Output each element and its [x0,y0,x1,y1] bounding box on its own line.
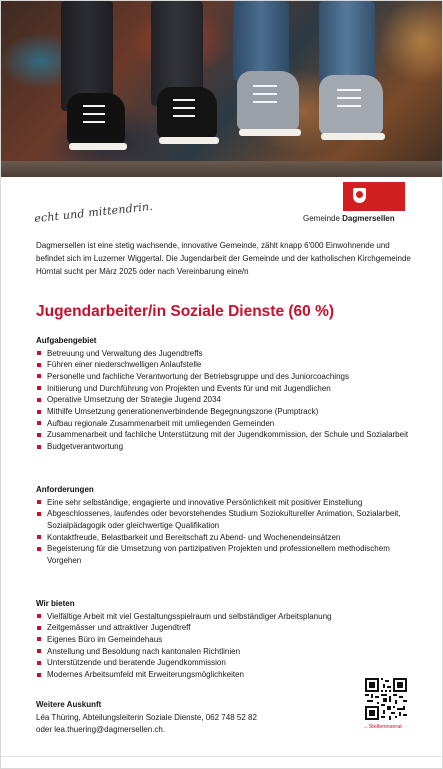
list-item-text: Initiierung und Durchführung von Projekten und Events für und mit Jugendlichen [47,383,331,393]
bullet-icon [37,398,41,402]
bottom-margin [1,756,443,769]
list-item [36,508,416,531]
bullet-icon [37,649,41,653]
list-item [36,406,416,418]
list-item-text: Unterstützende und beratende Jugendkommission [47,658,226,668]
bullet-icon [37,363,41,367]
logo-flag [343,182,405,211]
sneaker-black-2 [157,87,217,139]
bullet-icon [37,351,41,355]
list-item-text: Eine sehr selbständige, engagierte und innovative Persönlichkeit mit positiver Einstellung [47,497,363,507]
list-item [36,611,416,623]
bullet-icon [37,512,41,516]
qr-link-label[interactable]: →Stelleninserat [363,724,402,730]
list-item [36,543,416,566]
sneaker-black-1 [67,93,125,145]
list-item [36,359,416,371]
leg-right-1 [233,1,289,81]
bullet-icon [37,374,41,378]
list-item [36,657,416,669]
lace [173,99,195,101]
list-item-text: Betreuung und Verwaltung des Jugendtreffs [47,348,203,358]
list-item [36,532,416,544]
intro-text: Dagmersellen ist eine stetig wachsende, innovative Gemeinde, zählt knapp 6'000 Einwohnende und befindet sich im Luzerner Wiggertal. Die Jugendarbeit der Gemeinde und der katholischen Kirchgemeinde Hürntal sucht per März 2025 oder nach Vereinbarung eine/n [36,241,411,276]
lace [337,105,361,107]
logo-name: Dagmersellen [342,214,395,223]
list-item-text: Zeitgemässer und attraktiver Jugendtreff [47,623,191,633]
leg-right-2 [319,1,375,83]
sole [69,143,127,150]
contact-email[interactable]: oder lea.thuering@dagmersellen.ch. [36,725,166,734]
list-item-text: Kontaktfreude, Belastbarkeit und Bereitschaft zu Abend- und Wochenendeinsätzen [47,532,341,542]
list-item-text: Mithilfe Umsetzung generationenverbindende Begegnungszone (Pumptrack) [47,407,319,417]
lace [173,115,195,117]
bullet-icon [37,614,41,618]
list-item-text: Begeisterung für die Umsetzung von partizipativen Projekten und professionellem methodischem Vorgehen [47,544,390,566]
sole [321,133,385,140]
list-item [36,383,416,395]
tasks-section [36,335,416,453]
list-item-text: Vielfältige Arbeit mit viel Gestaltungsspielraum und selbständiger Arbeitsplanung [47,611,332,621]
offer-section [36,598,416,681]
list-item [36,634,416,646]
sole [239,129,301,136]
tasks-list [36,348,416,453]
lace [253,93,277,95]
bullet-icon [37,547,41,551]
ledge [1,161,443,177]
contact-person: Léa Thüring, Abteilungsleiterin Soziale Dienste, 062 748 52 82 [36,712,257,722]
list-item [36,429,416,441]
list-item [36,441,416,453]
bullet-icon [37,410,41,414]
lace [337,89,361,91]
list-item [36,622,416,634]
list-item-text: Personelle und fachliche Verantwortung der Betriebsgruppe und des Juniorcoachings [47,371,349,381]
lace [253,85,277,87]
list-item [36,418,416,430]
bullet-icon [37,433,41,437]
list-item-text: Führen einer niederschwelligen Anlaufstelle [47,360,202,370]
lace [83,121,105,123]
requirements-section [36,484,416,567]
qr-code-icon[interactable] [365,678,407,720]
job-title: Jugendarbeiter/in Soziale Dienste (60 %) [36,303,335,320]
requirements-list [36,497,416,567]
hero-photo [1,1,443,177]
crest-icon [353,188,366,203]
bullet-icon [37,637,41,641]
bullet-icon [37,535,41,539]
lace [173,107,195,109]
bullet-icon [37,661,41,665]
list-item [36,497,416,509]
list-item-text: Abgeschlossenes, laufendes oder bevorstehendes Studium Soziokultureller Animation, Sozialarbeit, Sozialpädagogik oder gleichwertige Qualifikation [47,509,401,530]
list-item-text: Aufbau regionale Zusammenarbeit mit umliegenden Gemeinden [47,418,275,428]
list-item-text: Operative Umsetzung der Strategie Jugend 2034 [47,395,221,405]
sole [159,137,219,144]
offer-list [36,611,416,681]
lace [337,97,361,99]
logo-prefix: Gemeinde [303,214,340,223]
list-item-text: Budgetverantwortung [47,442,124,452]
list-item [36,348,416,360]
list-item-text: Eigenes Büro im Gemeindehaus [47,634,163,644]
municipality-logo [303,182,411,228]
list-item-text: Anstellung und Besoldung nach kantonalen Richtlinien [47,646,241,656]
lace [253,101,277,103]
requirements-heading: Anforderungen [36,485,94,494]
bullet-icon [37,386,41,390]
list-item [36,371,416,383]
tasks-heading: Aufgabengebiet [36,336,97,345]
contact-block [36,699,336,737]
bullet-icon [37,421,41,425]
list-item [36,646,416,658]
list-item-text: Zusammenarbeit und fachliche Unterstützung mit der Jugendkommission, der Schule und Sozialarbeit [47,430,409,440]
bullet-icon [37,445,41,449]
offer-heading: Wir bieten [36,599,75,608]
lace [83,113,105,115]
list-item-text: Modernes Arbeitsumfeld mit Erweiterungsmöglichkeiten [47,670,244,680]
bullet-icon [37,673,41,677]
bullet-icon [37,500,41,504]
list-item [36,394,416,406]
slogan: echt und mittendrin. [33,199,154,226]
bullet-icon [37,626,41,630]
contact-heading: Weitere Auskunft [36,700,102,709]
logo-text [303,214,395,223]
lace [83,105,105,107]
list-item [36,669,416,681]
